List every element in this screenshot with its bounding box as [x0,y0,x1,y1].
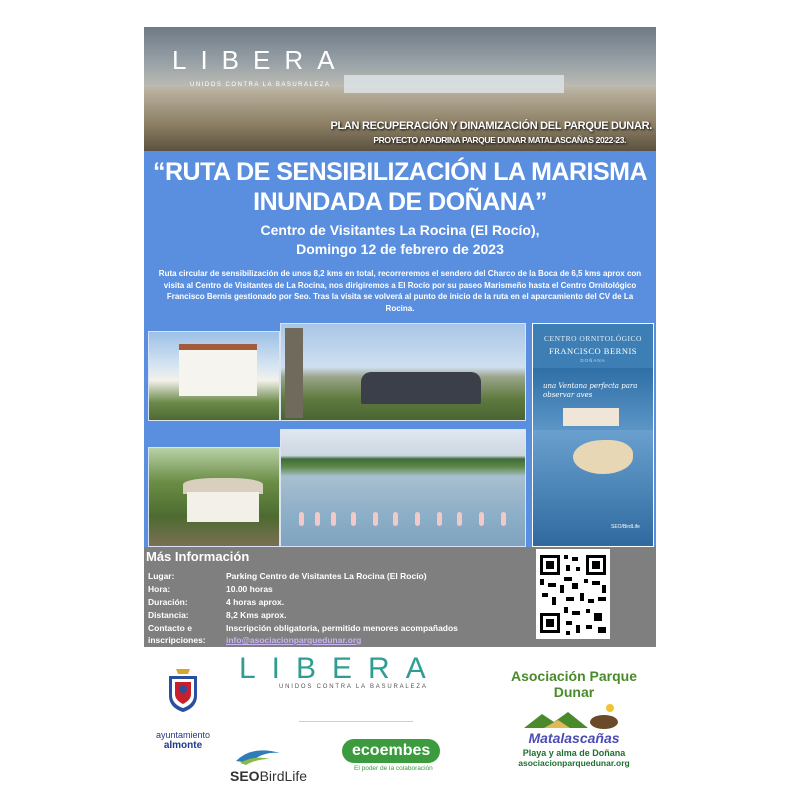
brochure-seo: SEO/BirdLife [611,524,640,530]
photo-flamingos [280,429,526,547]
event-poster [144,27,656,787]
seo-bold: SEO [230,768,260,784]
info-value: 8,2 Kms aprox. [226,610,287,620]
ecoembes-word: ecoembes [342,739,440,763]
contact-email-link[interactable]: info@asociacionparquedunar.org [226,635,362,645]
event-title-line2: INUNDADA DE DOÑANA” [253,188,547,216]
event-description: Ruta circular de sensibilización de unos 8,2 kms en total, recorreremos el sendero del Charco de la Boca de 6,5 kms aprox con visita al Centro de Visitantes de La Rocina, nos dirigiremos a El Rocío por su paseo Marismeño hasta el Centro Ornitológico Francisco Bernis gestionado por Seo. Tras la visita se volverá al punto de inicio de la ruta en el aparcamiento del CV de La Rocina. [158,269,642,313]
info-row-duration [148,597,285,607]
asociacion-parque-dunar-logo [492,662,656,782]
info-value: Inscripción obligatoria, permitido menores acompañados [226,623,458,633]
more-info-panel [144,547,528,647]
info-label: Duración: [148,597,188,607]
event-date: Domingo 12 de febrero de 2023 [296,241,504,257]
qr-code-graphic [536,549,610,639]
divider [299,721,413,722]
brochure-line3: DOÑANA [580,358,606,363]
apd-tagline: Playa y alma de Doñana [522,748,626,758]
libera-word: LIBERA [239,652,442,685]
brochure-line1: CENTRO ORNITOLÓGICO [544,334,642,343]
photo-thatched-hut [148,447,280,547]
apd-website[interactable]: asociacionparquedunar.org [518,758,630,768]
info-label: Lugar: [148,571,175,581]
info-label: Hora: [148,584,171,594]
project-title: PROYECTO APADRINA PARQUE DUNAR MATALASCAÑAS 2022-23. [373,135,626,145]
event-venue-date [144,221,656,259]
coat-of-arms-icon [166,667,200,713]
event-title [144,157,656,217]
apd-name: Asociación Parque Dunar [510,668,638,700]
info-row-contact [148,623,458,633]
libera-header-logo: LIBERA [172,45,349,75]
info-row-email [148,635,362,645]
heron-bird-image [573,440,633,474]
libera-header-tagline: UNIDOS CONTRA LA BASURALEZA [190,82,331,88]
libera-logo [239,652,489,690]
info-row-distance [148,610,287,620]
ecoembes-tagline: El poder de la colaboración [354,765,433,772]
brochure-line2: FRANCISCO BERNIS [548,346,638,356]
seo-birdlife-logo [230,747,330,784]
more-info-title: Más Información [146,549,250,564]
event-venue: Centro de Visitantes La Rocina (El Rocío), [260,222,540,238]
info-label: Contacto e [148,623,192,633]
photo-group-marsh [280,323,526,421]
dune-landscape-icon [514,702,634,730]
info-label: inscripciones: [148,635,206,645]
seo-bird-icon [230,747,290,767]
event-title-line1: “RUTA DE SENSIBILIZACIÓN LA MARISMA [152,158,648,186]
apd-town: Matalascañas [528,730,620,746]
info-value: 10.00 horas [226,584,273,594]
qr-panel [528,547,656,647]
ecoembes-logo [342,739,482,772]
ayuntamiento-almonte-logo [148,667,218,751]
event-panel [144,151,656,547]
info-value: 4 horas aprox. [226,597,285,607]
libera-tagline: UNIDOS CONTRA LA BASURALEZA [279,684,428,690]
ayto-line1: ayuntamiento [155,730,211,740]
header-photo [144,27,656,151]
info-row-time [148,584,273,594]
info-row-place [148,571,427,581]
brochure-script: una Ventana perfecta para observar aves [543,382,638,399]
ayto-line2: almonte [163,740,203,751]
photo-visitor-center [148,331,280,421]
seo-rest: BirdLife [259,768,308,784]
plan-title: PLAN RECUPERACIÓN Y DINAMIZACIÓN DEL PARQUE DUNAR. [330,120,652,132]
info-label: Distancia: [148,610,189,620]
photo-brochure-bernis [532,323,654,547]
info-value: Parking Centro de Visitantes La Rocina (El Rocío) [226,571,427,581]
qr-code[interactable] [536,549,610,639]
